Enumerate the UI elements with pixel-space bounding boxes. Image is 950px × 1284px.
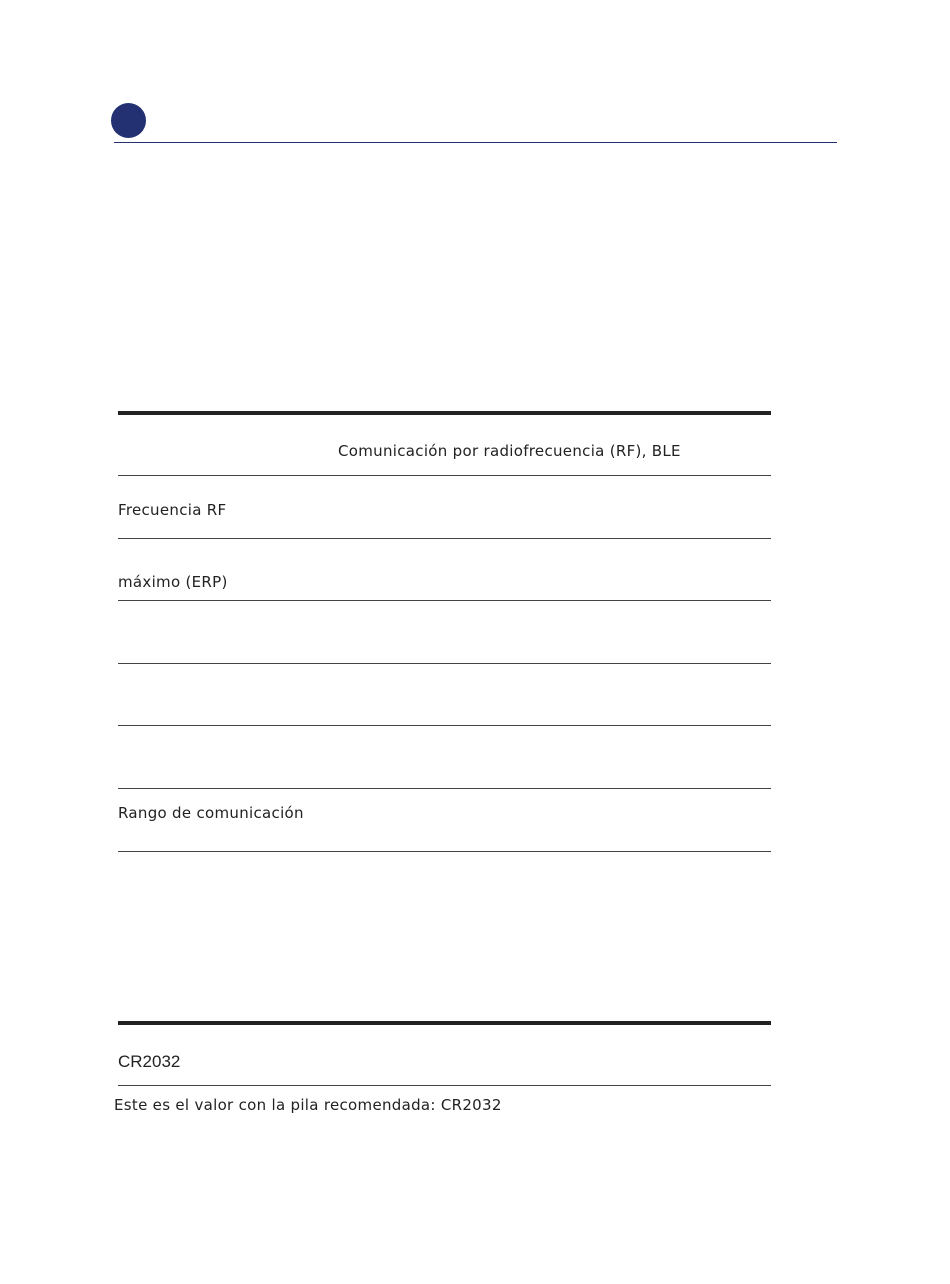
battery-table — [118, 1021, 771, 1086]
table-row — [118, 664, 771, 726]
section-marker-dot — [111, 103, 146, 138]
table-row — [118, 539, 771, 601]
table-row — [118, 601, 771, 664]
battery-type-label: CR2032 — [118, 1052, 181, 1071]
table-row — [118, 726, 771, 789]
table-row — [118, 476, 771, 539]
row-label: máximo (ERP) — [118, 573, 228, 591]
row-label: Frecuencia RF — [118, 501, 227, 519]
specifications-table — [118, 411, 771, 852]
table-row — [118, 415, 771, 476]
header-divider — [114, 142, 837, 143]
footnote: Este es el valor con la pila recomendada: CR2032 — [114, 1096, 502, 1114]
table-row — [118, 789, 771, 852]
row-label: Rango de comunicación — [118, 804, 304, 822]
row-value: Comunicación por radiofrecuencia (RF), BLE — [338, 442, 681, 460]
